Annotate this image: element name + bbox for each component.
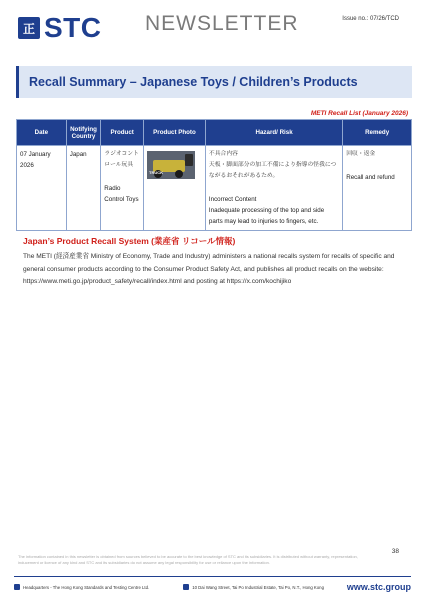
footer-hq: Headquarters - The Hong Kong Standards and Testing Centre Ltd. bbox=[23, 584, 150, 590]
header-remedy: Remedy bbox=[343, 120, 412, 146]
building-icon bbox=[14, 584, 20, 590]
cell-hazard bbox=[205, 146, 342, 231]
title-bar bbox=[16, 66, 412, 98]
toy-wheel bbox=[175, 170, 183, 178]
header-country: Notifying Country bbox=[66, 120, 101, 146]
logo-text: STC bbox=[44, 12, 102, 43]
footer-website[interactable]: www.stc.group bbox=[346, 582, 411, 592]
issue-number: Issue no.: 07/26/TCD bbox=[342, 16, 399, 22]
footer bbox=[14, 580, 411, 594]
cell-remedy bbox=[343, 146, 412, 231]
table-row bbox=[17, 146, 412, 231]
recall-system-body: The METI (経済産業省 Ministry of Economy, Trade and Industry) administers a national recalls system for recalls of specific and general consumer products according to the Consumer Product Safety Act, and publishes all product recalls on the website: https://www.meti.go.jp/product_safety/recall/index.html and posting at https://x.com/kochijiko bbox=[23, 253, 395, 285]
newsletter-heading: NEWSLETTER bbox=[145, 12, 299, 35]
product-name-en: Radio Control Toys bbox=[104, 185, 139, 203]
cell-country: Japan bbox=[66, 146, 101, 231]
cell-product bbox=[101, 146, 144, 231]
hazard-en: Incorrect Content Inadequate processing of the top and side parts may lead to injuries to fingers, etc. bbox=[208, 196, 325, 225]
footer-address: 10 Dai Wang Street, Tai Po Industrial Estate, Tai Po, N.T., Hong Kong bbox=[192, 584, 324, 590]
footer-divider bbox=[14, 576, 411, 577]
recall-table bbox=[16, 119, 412, 231]
stc-logo bbox=[18, 14, 102, 42]
recall-list-caption: METI Recall List (January 2026) bbox=[310, 110, 408, 117]
cell-date: 07 January 2026 bbox=[17, 146, 67, 231]
location-icon bbox=[183, 584, 189, 590]
disclaimer: The information contained in this newsletter is obtained from sources believed to be accurate to the best knowledge of STC and its subsidiaries. It is distributed without warranty, representation, inducement or licence of any kind and STC and its subsidiaries do not assume any legal responsibility for use or reliance upon the information. bbox=[18, 554, 358, 565]
header-product: Product bbox=[101, 120, 144, 146]
header-photo: Product Photo bbox=[144, 120, 206, 146]
remedy-jp: 回収・返金 bbox=[346, 151, 376, 157]
cell-photo bbox=[144, 146, 206, 231]
hazard-jp: 不具合内容 天板・脚面部分の加工不備により指導の怪我につながるおそれがあるため。 bbox=[208, 151, 337, 179]
remedy-en: Recall and refund bbox=[346, 174, 395, 181]
header-hazard: Hazard/ Risk bbox=[205, 120, 342, 146]
product-name-jp: ラジオコントロール玩具 bbox=[104, 151, 139, 168]
remote-controller bbox=[185, 154, 193, 166]
product-photo bbox=[147, 151, 195, 179]
page-number: 38 bbox=[391, 548, 399, 555]
recall-system-title: Japan’s Product Recall System (業産省 リコール情報) bbox=[23, 236, 236, 246]
table-header-row bbox=[17, 120, 412, 146]
header-date: Date bbox=[17, 120, 67, 146]
logo-mark: 正 bbox=[18, 17, 40, 39]
photo-label: TRUCK bbox=[149, 170, 164, 175]
page-title: Recall Summary – Japanese Toys / Children’s Products bbox=[29, 75, 358, 89]
